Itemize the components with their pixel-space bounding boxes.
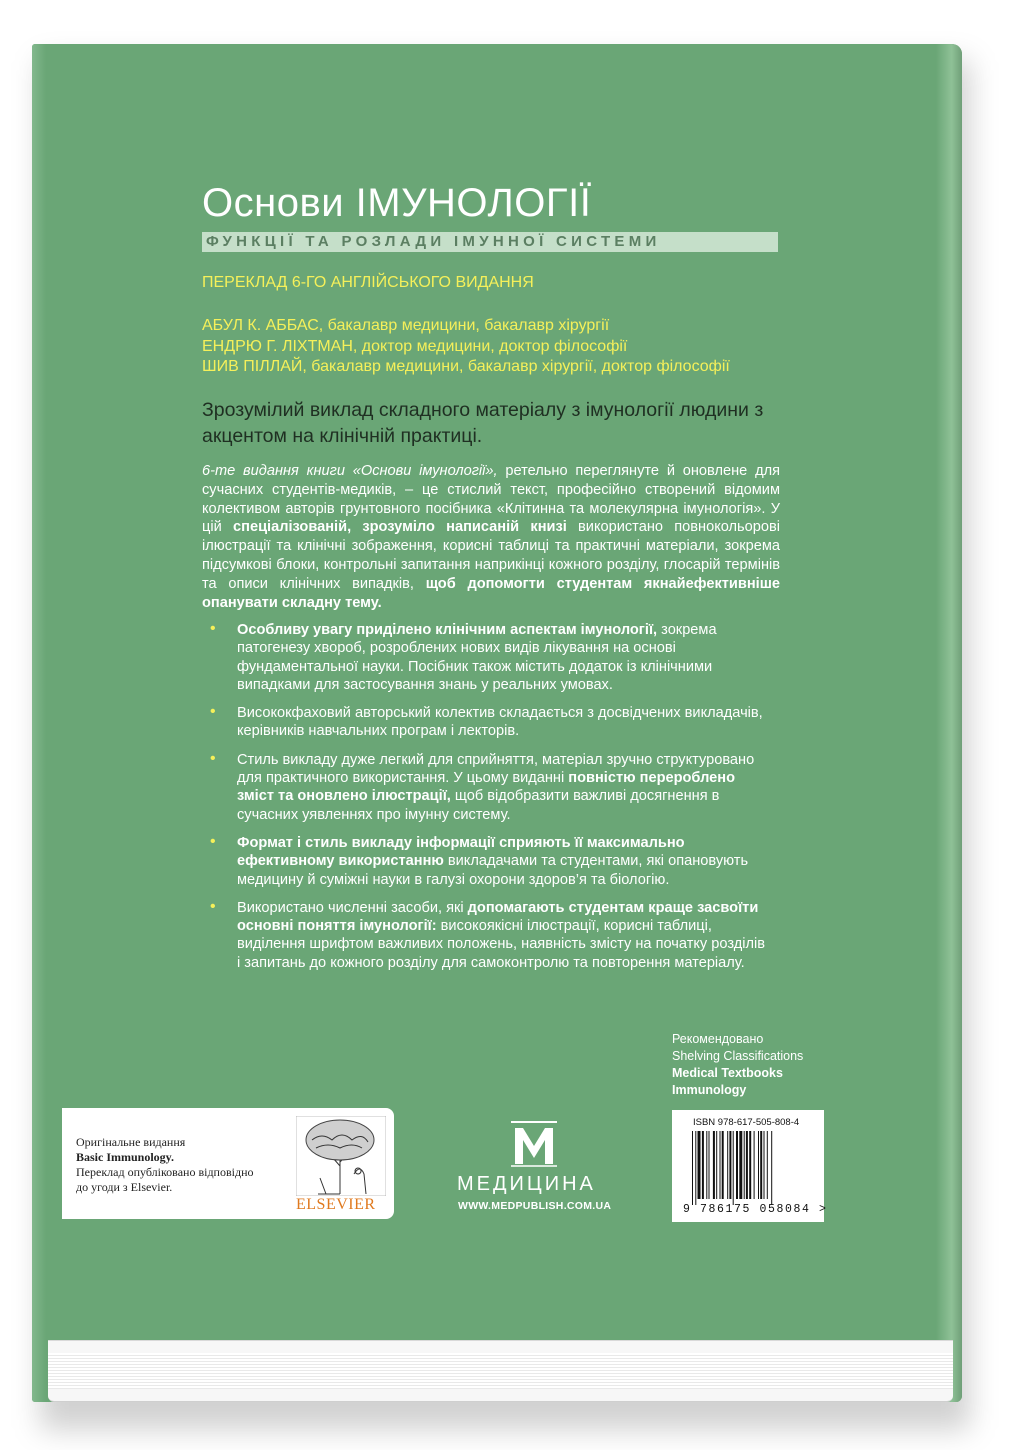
- authors-list: [202, 316, 730, 378]
- barcode-bar: [709, 1131, 710, 1199]
- description-italic: 6-те видання книги «Основи імунології»,: [202, 463, 498, 479]
- author-3: ШИВ ПІЛЛАЙ, бакалавр медицини, бакалавр хірургії, доктор філософії: [202, 358, 730, 375]
- book-page-block: [48, 1340, 953, 1402]
- description-bold-1: спеціалізованій, зрозуміло написаній книзі: [233, 519, 567, 536]
- elsevier-wordmark: ELSEVIER: [296, 1196, 376, 1213]
- barcode-bar: [736, 1131, 738, 1199]
- description-text-2: використано повнокольорові ілюстрації та клінічні зображення, корисні таблиці та практичні матеріали, зокрема підсумкові блоки, контрольні запитання наприкінці кожного розділу, глосарій термінів та описи клінічних випадків,: [202, 519, 780, 592]
- barcode-bar: [729, 1131, 731, 1199]
- feature-item: [210, 621, 770, 694]
- barcode-bar: [692, 1131, 693, 1205]
- bullet-icon: •: [210, 897, 216, 915]
- shelving-line: Рекомендовано: [672, 1032, 764, 1046]
- feature-item: [210, 834, 770, 889]
- barcode-bar: [702, 1131, 704, 1199]
- description-bold-2: щоб допомогти студентам якнайефективніше опанувати складну тему.: [202, 575, 780, 611]
- barcode-bar: [698, 1131, 701, 1199]
- barcode-bar: [720, 1131, 721, 1199]
- book-subtitle: ФУНКЦІЇ ТА РОЗЛАДИ ІМУННОЇ СИСТЕМИ: [206, 233, 661, 250]
- barcode-bar: [727, 1131, 728, 1199]
- feature-bold: Особливу увагу приділено клінічним аспектам імунології,: [237, 622, 658, 638]
- feature-text: Висококфаховий авторський колектив складається з досвідчених викладачів, керівників навчальних програм і лекторів.: [237, 705, 763, 740]
- barcode-bar: [764, 1131, 765, 1199]
- description-text-1: ретельно переглянуте й оновлене для сучасних студентів-медиків, – це стислий текст, професійно створений відомим колективом авторів грунтовного посібника «Клітинна та молекулярна імунологія». У цій: [202, 463, 780, 536]
- barcode-bar: [739, 1131, 742, 1199]
- barcode-bar: [767, 1131, 768, 1199]
- author-1: АБУЛ К. АББАС, бакалавр медицини, бакалавр хірургії: [202, 317, 610, 334]
- description-paragraph: [202, 462, 780, 612]
- original-line: Оригінальне видання: [76, 1135, 186, 1149]
- feature-bold: Формат і стиль викладу інформації сприяють її максимально ефективному використанню: [237, 834, 685, 870]
- book-title: Основи ІМУНОЛОГІЇ: [202, 181, 592, 225]
- feature-item: [210, 704, 770, 741]
- barcode-bar: [744, 1131, 745, 1199]
- feature-text: щоб відобразити важливі досягнення в сучасних уявленнях про імунну систему.: [237, 788, 720, 823]
- edition-note: ПЕРЕКЛАД 6-ГО АНГЛІЙСЬКОГО ВИДАННЯ: [202, 274, 534, 291]
- barcode-bar: [716, 1131, 717, 1199]
- barcode-bar: [749, 1131, 751, 1199]
- feature-bold: повністю перероблено зміст та оновлено ілюстрації,: [237, 770, 735, 805]
- barcode-digits: 9 786175 058084 >: [683, 1203, 828, 1216]
- barcode-bar: [758, 1131, 759, 1199]
- bullet-icon: •: [210, 703, 216, 721]
- original-line: Basic Immunology.: [76, 1150, 175, 1164]
- publisher-name: МЕДИЦИНА: [457, 1173, 596, 1195]
- shelving-line: Medical Textbooks: [672, 1066, 783, 1080]
- barcode-bar: [695, 1131, 696, 1205]
- barcode-icon: [690, 1131, 808, 1205]
- shelving-line: Immunology: [672, 1083, 747, 1097]
- elsevier-tree-logo-icon: [296, 1116, 386, 1196]
- feature-item: [210, 899, 770, 972]
- barcode-bar: [771, 1131, 772, 1205]
- isbn-text: ISBN 978-617-505-808-4: [693, 1117, 800, 1128]
- barcode-bar: [722, 1131, 724, 1199]
- original-line: Переклад опубліковано відповідно: [76, 1165, 254, 1179]
- bullet-icon: •: [210, 620, 216, 637]
- feature-text: викладачами та студентами, які опановують медицину й суміжні науки в галузі охорони здоров’я та біологію.: [237, 853, 749, 888]
- barcode-bar: [706, 1131, 707, 1199]
- barcode-bar: [754, 1131, 755, 1199]
- original-edition-note: [76, 1135, 254, 1195]
- bullet-icon: •: [210, 749, 216, 767]
- bullet-icon: •: [210, 832, 216, 850]
- feature-bold: допомагають студентам краще засвоїти основні поняття імунології:: [237, 899, 759, 935]
- shelving-line: Shelving Classifications: [672, 1049, 804, 1063]
- original-line: до угоди з Elsevier.: [76, 1180, 173, 1194]
- shelving-classification: [672, 1031, 803, 1099]
- barcode-bar: [760, 1131, 762, 1199]
- barcode-bar: [733, 1131, 734, 1205]
- barcode-bar: [746, 1131, 748, 1199]
- medicina-logo-icon: [509, 1118, 559, 1168]
- barcode-bar: [713, 1131, 715, 1199]
- feature-text: зокрема патогенезу хвороб, розроблених нових видів лікування на основі фундаментальної науки. Посібник також містить додаток із клінічними випадками для застосування знань у реальних умовах.: [237, 622, 717, 693]
- feature-text: Стиль викладу дуже легкий для сприйняття, матеріал зручно структуровано для практичного використання. У цьому виданні: [237, 751, 755, 787]
- publisher-url: WWW.MEDPUBLISH.COM.UA: [458, 1200, 612, 1212]
- feature-text: Використано численні засоби, які: [237, 899, 468, 916]
- feature-text: високоякісні ілюстрації, корисні таблиці, виділення шрифтом важливих положень, наявність змісту на початку розділів і запитань до кожного розділу для самоконтролю та повторення матеріалу.: [237, 918, 765, 971]
- author-2: ЕНДРЮ Г. ЛІХТМАН, доктор медицини, доктор філософії: [202, 337, 628, 355]
- feature-item: [210, 751, 770, 824]
- feature-list: [210, 621, 770, 982]
- lead-statement: Зрозумілий виклад складного матеріалу з імунології людини з акцентом на клінічній практиці.: [202, 399, 764, 447]
